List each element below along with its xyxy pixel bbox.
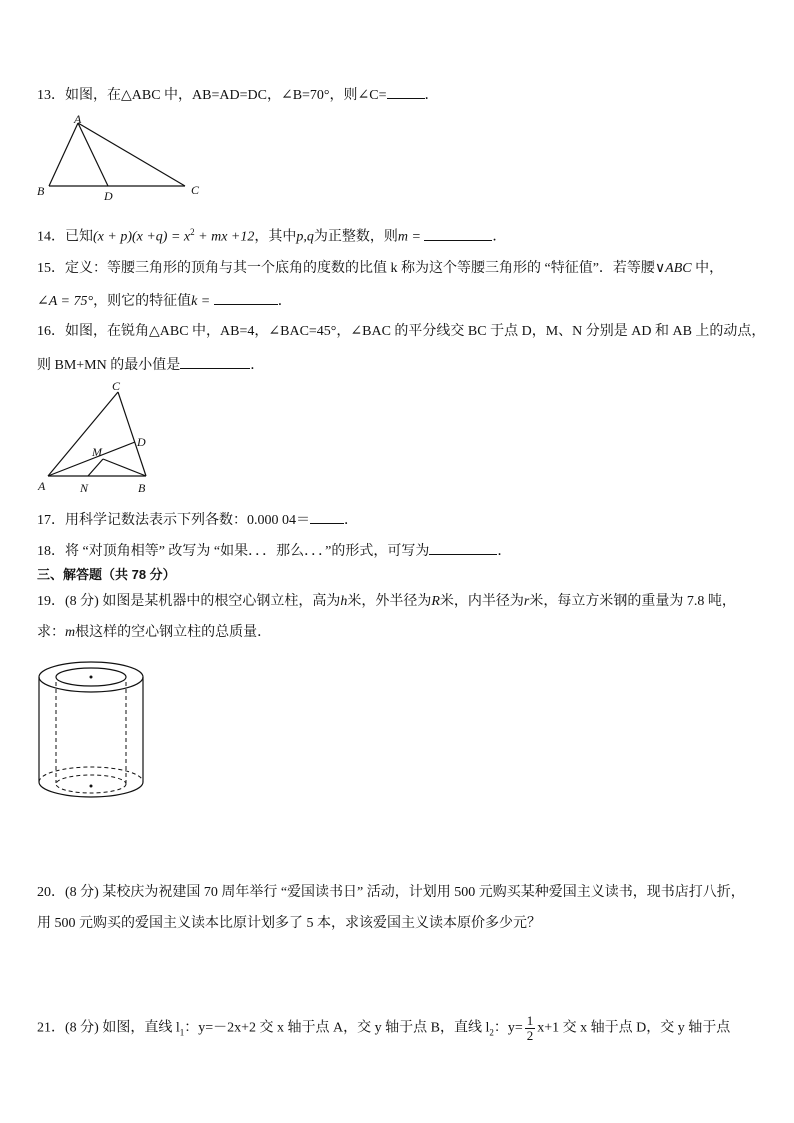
q14-tail: 为正整数，则 [313, 229, 398, 245]
answer-blank [429, 540, 497, 555]
q15-k: k = [191, 294, 211, 309]
q19-text-e: 求： [37, 625, 65, 640]
label-m: M [92, 445, 102, 459]
inner-bottom-ellipse [56, 775, 126, 793]
q20-text-2: 用 500 元购买的爱国主义读本比原计划多了 5 本，求该爱国主义读本原价多少元？ [37, 916, 541, 931]
q19-text-c: 米，内半径为 [439, 594, 524, 609]
q14-end: ． [492, 229, 507, 245]
label-n: N [80, 481, 89, 495]
q14-exponent: 2 [190, 227, 195, 237]
question-21 [37, 1014, 730, 1043]
q15-angle: ∠A = 75° [37, 294, 94, 309]
label-d: D [104, 189, 113, 202]
q20-text: 20．(8 分) 某校庆为祝建国 70 周年举行 “爱国读书日” 活动，计划用 500 元购买某种爱国主义读书，现书店打八折， [37, 885, 745, 900]
outer-bottom-back [39, 767, 143, 782]
segment-bm [103, 459, 146, 476]
question-16-line-1 [37, 323, 765, 341]
q14-pq: p,q [296, 229, 314, 245]
q21-text-d: x+1 交 x 轴于点 D，交 y 轴于点 [537, 1020, 731, 1036]
q17-text: 17．用科学记数法表示下列各数：0.000 04＝ [37, 513, 310, 528]
segment-ac [48, 392, 118, 476]
q21-text-a: 21．(8 分) 如图，直线 l [37, 1020, 180, 1036]
q21-fraction [525, 1014, 536, 1043]
question-20-line-2 [37, 915, 541, 933]
question-19-line-1 [37, 593, 736, 611]
q14-m: m = [397, 229, 421, 245]
question-17 [37, 509, 358, 530]
question-13 [37, 84, 439, 105]
q21-text-c: ：y= [493, 1020, 523, 1036]
answer-blank [387, 84, 425, 99]
q15-triangle: ∨ABC [654, 261, 692, 276]
question-15-line-1 [37, 260, 723, 278]
question-16-line-2 [37, 354, 264, 375]
q19-r-outer: R [431, 594, 440, 609]
segment-mn [88, 459, 103, 476]
question-20-line-1 [37, 884, 745, 902]
q19-h: h [340, 594, 348, 609]
fraction-numerator: 1 [526, 1013, 534, 1028]
question-15-line-2 [37, 290, 292, 311]
label-a: A [74, 114, 82, 126]
q14-expression-left: (x + p)(x +q) = x [93, 229, 191, 245]
question-14 [37, 223, 506, 247]
q14-middle: ，其中 [254, 229, 297, 245]
fraction-denominator: 2 [526, 1028, 534, 1043]
q18-text: 18．将 “对顶角相等” 改写为 “如果．．．那么．．．”的形式，可写为 [37, 544, 430, 559]
q21-sub-2: 2 [489, 1027, 494, 1038]
answer-blank [310, 509, 344, 524]
hollow-cylinder-figure [34, 658, 154, 804]
label-b: B [138, 481, 146, 495]
q15-text-2: ，则它的特征值 [93, 294, 192, 309]
label-c: C [112, 380, 121, 393]
q19-text-b: 米，外半径为 [347, 594, 432, 609]
q21-sub-1: 1 [179, 1027, 185, 1038]
segment-ab [49, 123, 78, 186]
label-d: D [137, 435, 146, 449]
segment-bc [118, 392, 146, 476]
top-center-dot [90, 676, 93, 679]
q15-end: ． [277, 294, 292, 309]
q16-end: ． [250, 358, 265, 373]
q19-text-d: 米，每立方米钢的重量为 7.8 吨， [529, 594, 736, 609]
outer-bottom-front [39, 782, 143, 797]
q19-r-inner: r [523, 594, 530, 609]
q14-expression-right: + mx +12 [194, 229, 255, 245]
q16-text-2: 则 BM+MN 的最小值是 [37, 358, 181, 373]
segment-ac [78, 123, 185, 186]
q21-text-b: ：y=－2x+2 交 x 轴于点 A，交 y 轴于点 B，直线 l [184, 1020, 490, 1036]
question-19-line-2 [37, 624, 271, 642]
label-b: B [37, 184, 45, 198]
answer-blank [180, 354, 250, 369]
label-a: A [38, 479, 46, 493]
acute-triangle-figure [34, 380, 164, 498]
q14-prefix: 14．已知 [37, 229, 93, 245]
q19-m: m [65, 625, 76, 640]
q13-end: ． [424, 88, 439, 103]
q13-text: 13．如图，在△ABC 中，AB=AD=DC，∠B=70°，则∠C= [37, 88, 387, 103]
q15-text: 15．定义：等腰三角形的顶角与其一个底角的度数的比值 k 称为这个等腰三角形的 “特征值”．若等腰 [37, 261, 655, 276]
answer-blank [424, 226, 492, 241]
q16-text: 16．如图，在锐角△ABC 中，AB=4，∠BAC=45°，∠BAC 的平分线交 BC 于点 D，M、N 分别是 AD 和 AB 上的动点， [37, 324, 766, 339]
question-18 [37, 540, 511, 561]
answer-blank [214, 290, 278, 305]
q18-end: ． [497, 544, 512, 559]
q19-text-f: 根这样的空心钢立柱的总质量． [75, 625, 272, 640]
bottom-center-dot [90, 785, 93, 788]
label-c: C [191, 183, 200, 197]
triangle-abc-figure [34, 114, 204, 202]
q17-end: ． [344, 513, 358, 528]
q15-text-end: 中， [691, 261, 724, 276]
q19-text-a: 19．(8 分) 如图是某机器中的根空心钢立柱，高为 [37, 594, 341, 609]
section-3-title: 三、解答题（共 78 分） [37, 567, 176, 582]
